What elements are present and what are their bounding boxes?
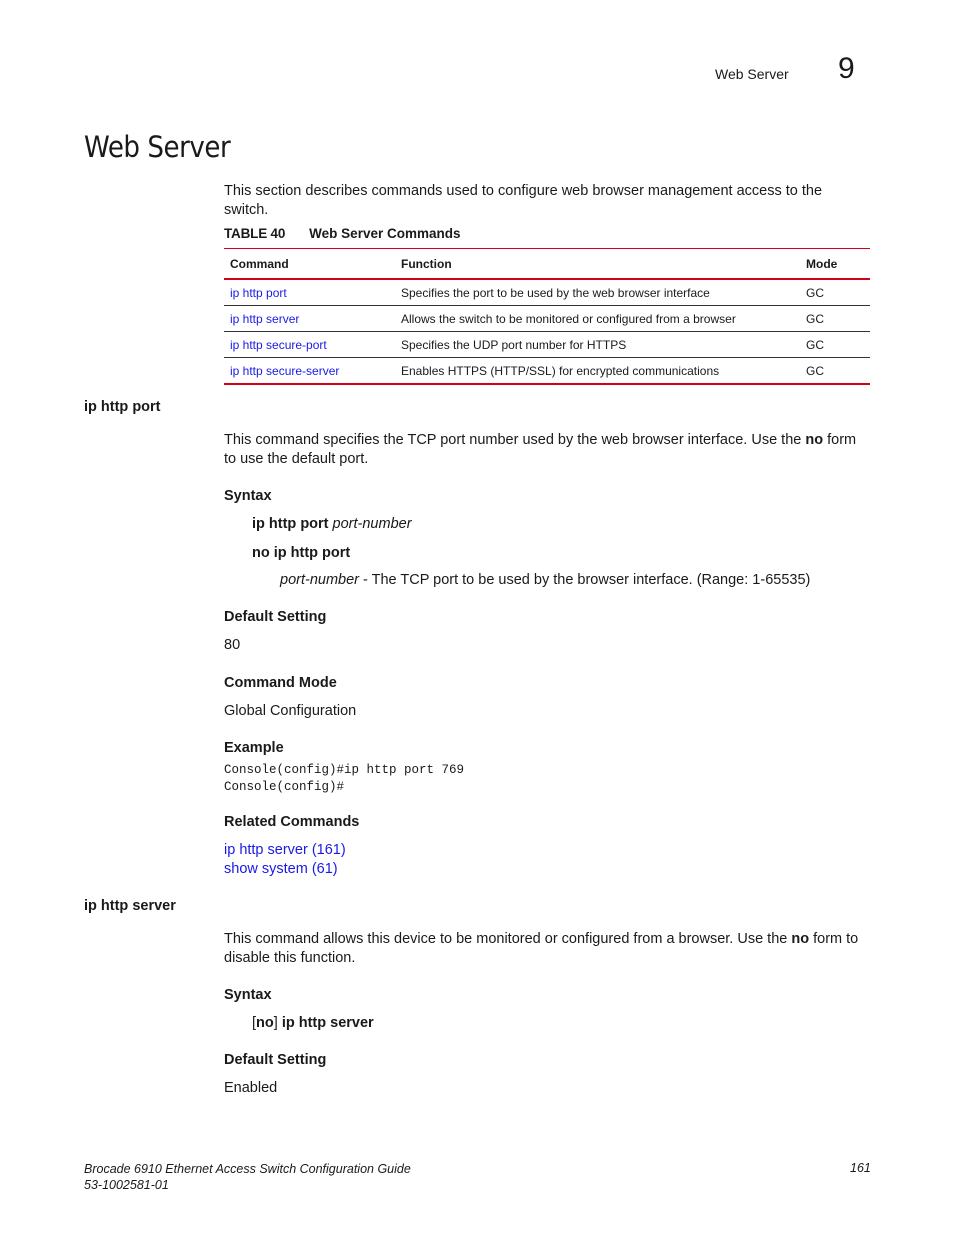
table-header-row [224, 249, 870, 280]
related-commands-heading: Related Commands [224, 814, 360, 830]
running-header-section: Web Server [715, 66, 789, 82]
web-server-commands-table [224, 248, 870, 385]
table-name: Web Server Commands [309, 226, 461, 241]
related-link-ip-http-server[interactable]: ip http server (161) [224, 842, 346, 858]
table-row [224, 306, 870, 332]
parameter-description: port-number - The TCP port to be used by the browser interface. (Range: 1-65535) [280, 572, 811, 588]
table-cell-mode: GC [800, 358, 870, 385]
default-setting-heading: Default Setting [224, 609, 327, 625]
table-label: TABLE 40 [224, 226, 286, 241]
table-cell-function: Allows the switch to be monitored or configured from a browser [395, 306, 800, 332]
table-row [224, 358, 870, 385]
table-row [224, 332, 870, 358]
table-cell-mode: GC [800, 332, 870, 358]
page-number: 161 [850, 1161, 871, 1175]
table-cell-function: Enables HTTPS (HTTP/SSL) for encrypted communications [395, 358, 800, 385]
ip-http-port-description: This command specifies the TCP port number used by the web browser interface. Use the no form to use the default port. [224, 432, 857, 467]
related-link-show-system[interactable]: show system (61) [224, 861, 338, 877]
syntax-heading: Syntax [224, 488, 272, 504]
column-header-command: Command [224, 249, 395, 280]
syntax-heading: Syntax [224, 987, 272, 1003]
syntax-line: ip http port port-number [252, 516, 412, 532]
document-number: 53-1002581-01 [84, 1178, 169, 1192]
guide-title: Brocade 6910 Ethernet Access Switch Configuration Guide [84, 1162, 411, 1176]
no-keyword: no [805, 432, 824, 448]
ip-http-server-description: This command allows this device to be monitored or configured from a browser. Use the no form to disable this function. [224, 931, 859, 966]
code-line: Console(config)#ip http port 769 [224, 763, 465, 777]
command-link-ip-http-secure-server[interactable]: ip http secure-server [230, 363, 340, 378]
default-setting-heading: Default Setting [224, 1052, 327, 1068]
command-link-ip-http-secure-port[interactable]: ip http secure-port [230, 337, 327, 352]
chapter-number: 9 [838, 52, 855, 85]
default-setting-value: 80 [224, 637, 241, 653]
syntax-line: [no] ip http server [252, 1015, 374, 1031]
syntax-no-line: no ip http port [252, 545, 351, 561]
section-heading-ip-http-server: ip http server [84, 898, 176, 914]
example-heading: Example [224, 740, 284, 756]
example-code [224, 762, 464, 796]
intro-paragraph: This section describes commands used to configure web browser management access to the switch. [224, 183, 823, 218]
table-cell-mode: GC [800, 306, 870, 332]
table-row [224, 279, 870, 306]
table-caption [224, 226, 460, 241]
table-cell-mode: GC [800, 279, 870, 306]
command-link-ip-http-port[interactable]: ip http port [230, 285, 287, 300]
page-title: Web Server [84, 130, 231, 164]
related-commands-list [224, 841, 346, 879]
command-mode-value: Global Configuration [224, 703, 357, 719]
default-setting-value: Enabled [224, 1080, 278, 1096]
footer [84, 1161, 411, 1193]
section-heading-ip-http-port: ip http port [84, 399, 161, 415]
command-link-ip-http-server[interactable]: ip http server [230, 311, 300, 326]
table-cell-function: Specifies the port to be used by the web browser interface [395, 279, 800, 306]
column-header-function: Function [395, 249, 800, 280]
table-cell-function: Specifies the UDP port number for HTTPS [395, 332, 800, 358]
code-line: Console(config)# [224, 780, 345, 794]
no-keyword: no [791, 931, 810, 947]
column-header-mode: Mode [800, 249, 870, 280]
command-mode-heading: Command Mode [224, 675, 337, 691]
